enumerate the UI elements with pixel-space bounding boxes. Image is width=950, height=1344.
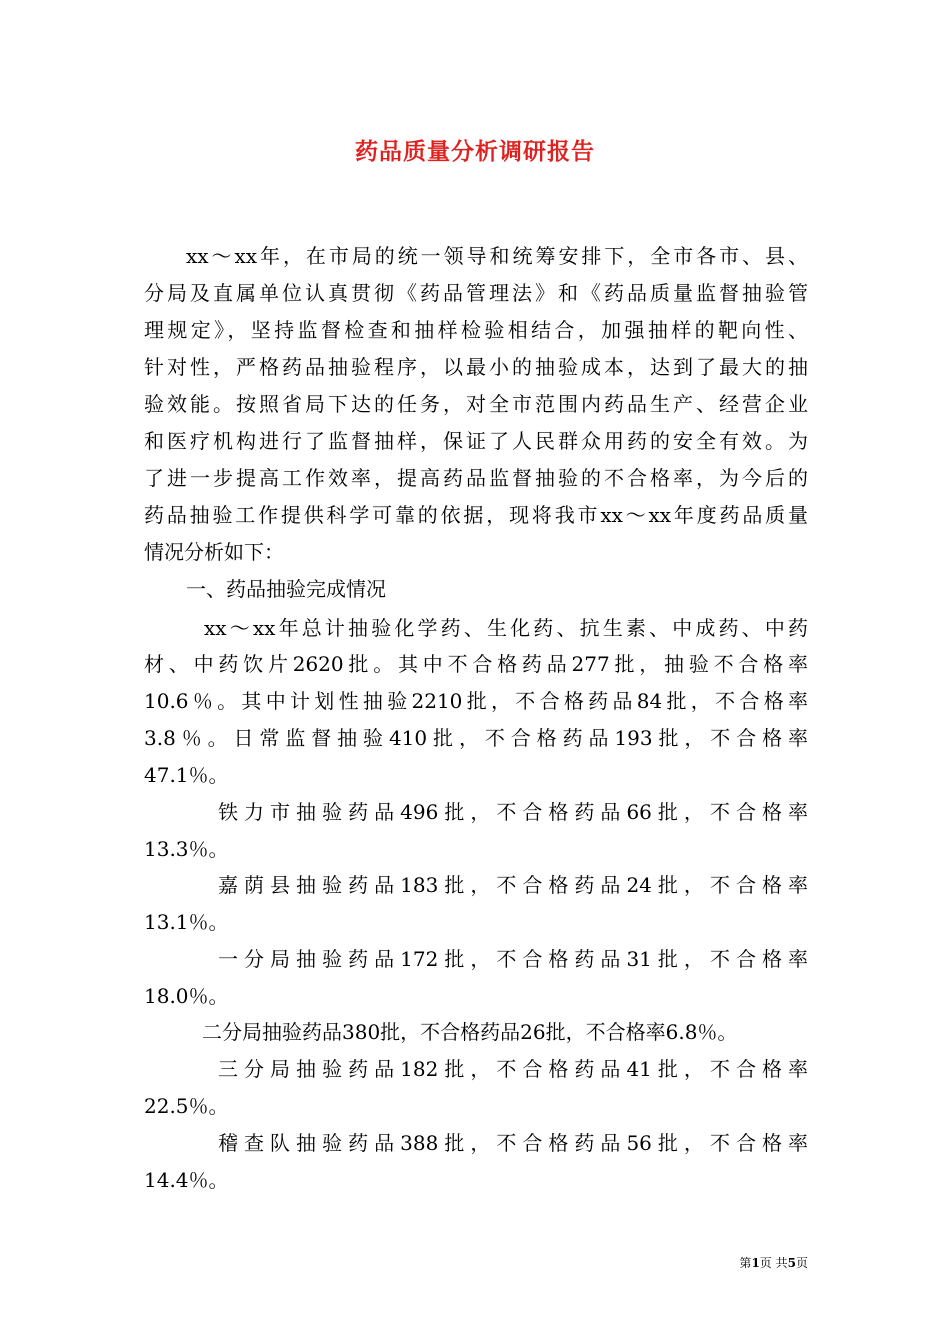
jichadui-line: 稽查队抽验药品388批，不合格药品56批，不合格率 [218, 1131, 808, 1155]
paragraph-line: 验效能。按照省局下达的任务，对全市范围内药品生产、经营企业 [144, 392, 808, 416]
fenju3-line: 三分局抽验药品182批，不合格药品41批，不合格率 [218, 1057, 808, 1081]
section-heading: 一、药品抽验完成情况 [186, 577, 386, 601]
paragraph-line: 针对性，严格药品抽验程序，以最小的抽验成本，达到了最大的抽 [144, 355, 808, 379]
jiayin-line: 嘉荫县抽验药品183批，不合格药品24批，不合格率 [218, 873, 808, 897]
paragraph-line: 和医疗机构进行了监督抽样，保证了人民群众用药的安全有效。为 [144, 429, 808, 453]
paragraph-line: 47.1％。 [144, 763, 229, 787]
paragraph-line: 情况分析如下： [144, 540, 284, 564]
fenju1-rate: 18.0％。 [144, 984, 229, 1008]
footer-page-number: 1 [751, 1256, 760, 1270]
fenju2-line: 二分局抽验药品380批，不合格药品26批，不合格率6.8％。 [202, 1020, 738, 1044]
paragraph-line: 3.8％。日常监督抽验410批，不合格药品193批，不合格率 [144, 726, 808, 750]
paragraph-line: xx～xx年，在市局的统一领导和统筹安排下，全市各市、县、 [186, 244, 808, 268]
footer-total-pages: 5 [787, 1256, 796, 1270]
footer-suffix: 页 [795, 1256, 808, 1270]
paragraph-line: 药品抽验工作提供科学可靠的依据，现将我市xx～xx年度药品质量 [144, 503, 808, 527]
paragraph-line: 理规定》，坚持监督检查和抽样检验相结合，加强抽样的靶向性、 [144, 318, 808, 342]
paragraph-line: 分局及直属单位认真贯彻《药品管理法》和《药品质量监督抽验管 [144, 281, 808, 305]
jichadui-rate: 14.4％。 [144, 1168, 229, 1192]
jiayin-rate: 13.1％。 [144, 910, 229, 934]
page-footer [660, 1254, 808, 1271]
fenju3-rate: 22.5％。 [144, 1094, 229, 1118]
paragraph-line: 材、中药饮片2620批。其中不合格药品277批，抽验不合格率 [144, 652, 808, 676]
tieli-rate: 13.3％。 [144, 837, 229, 861]
fenju1-line: 一分局抽验药品172批，不合格药品31批，不合格率 [218, 947, 808, 971]
tieli-line: 铁力市抽验药品496批，不合格药品66批，不合格率 [218, 800, 808, 824]
document-title: 药品质量分析调研报告 [355, 138, 595, 165]
footer-prefix: 第 [739, 1256, 752, 1270]
footer-middle: 页 共 [759, 1256, 788, 1270]
paragraph-line: 10.6％。其中计划性抽验2210批，不合格药品84批，不合格率 [144, 689, 808, 713]
paragraph-line: 了进一步提高工作效率，提高药品监督抽验的不合格率，为今后的 [144, 466, 808, 490]
paragraph-line: xx～xx年总计抽验化学药、生化药、抗生素、中成药、中药 [204, 616, 808, 640]
